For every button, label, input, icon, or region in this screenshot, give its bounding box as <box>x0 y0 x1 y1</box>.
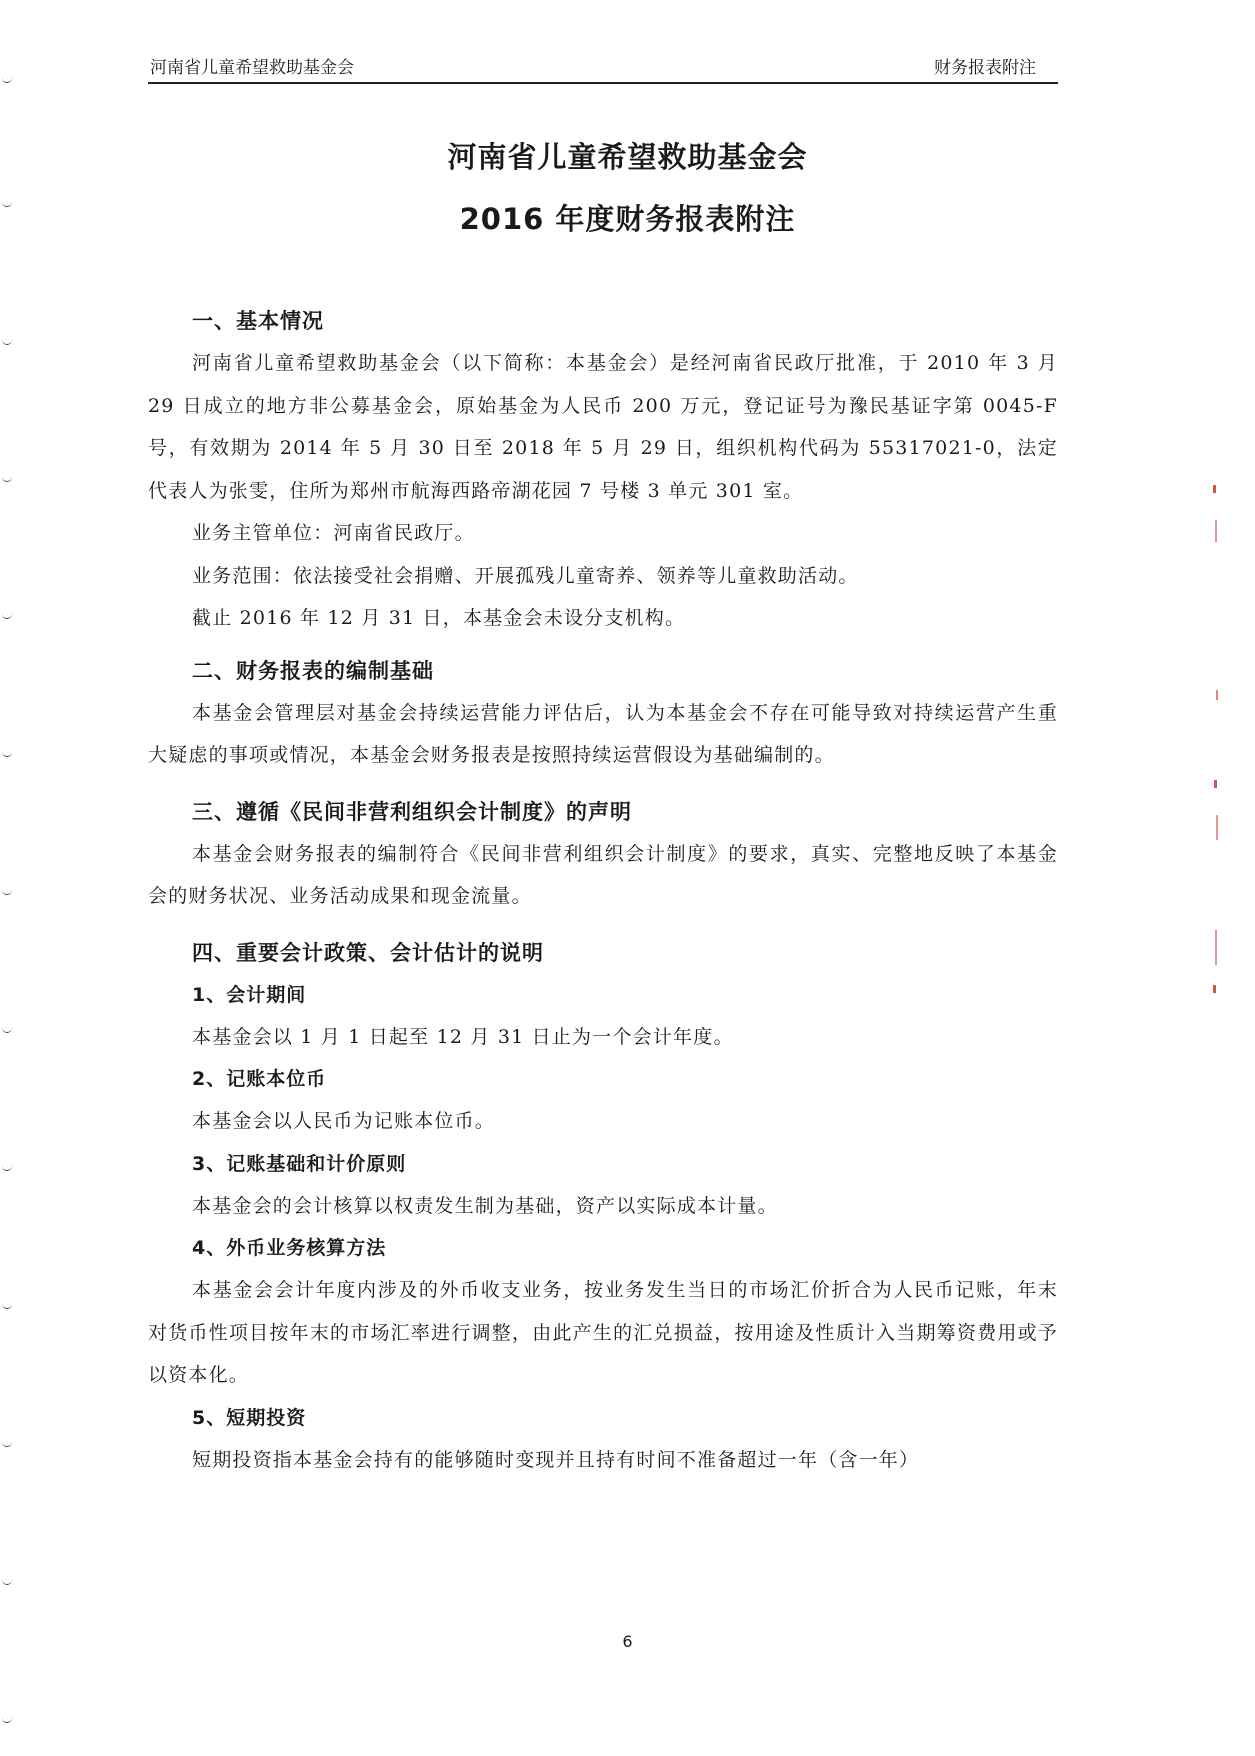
scan-mark <box>1216 690 1218 700</box>
paragraph: 河南省儿童希望救助基金会（以下简称：本基金会）是经河南省民政厅批准，于 2010 年 3 月 29 日成立的地方非公募基金会，原始基金为人民币 200 万元，登记证号为豫民基证字第 0045-F 号，有效期为 2014 年 5 月 30 日至 2018 年 5 月 29 日，组织机构代码为 55317021-0，法定代表人为张雯，住所为郑州市航海西路帝湖花园 7 号楼 3 单元 301 室。 <box>148 352 1058 502</box>
scan-artifact <box>2 888 12 895</box>
section-heading-preparation-basis: 二、财务报表的编制基础 <box>192 658 434 683</box>
document-body <box>148 300 1058 1481</box>
scan-artifact <box>2 750 12 757</box>
scan-artifact <box>2 1164 12 1171</box>
paragraph: 业务范围：依法接受社会捐赠、开展孤残儿童寄养、领养等儿童救助活动。 <box>192 564 859 587</box>
scan-mark <box>1215 520 1217 542</box>
scan-artifact <box>2 1440 12 1447</box>
paragraph: 本基金会财务报表的编制符合《民间非营利组织会计制度》的要求，真实、完整地反映了本基金会的财务状况、业务活动成果和现金流量。 <box>148 842 1058 907</box>
subsection-heading: 5、短期投资 <box>192 1406 307 1429</box>
header-section-name: 财务报表附注 <box>934 58 1036 78</box>
section-heading-accounting-policies: 四、重要会计政策、会计估计的说明 <box>192 940 544 965</box>
scan-artifact <box>2 1716 12 1723</box>
scan-mark <box>1214 780 1217 788</box>
section-heading-basic-info: 一、基本情况 <box>192 309 324 333</box>
scan-artifact <box>2 1026 12 1033</box>
scan-mark <box>1216 815 1218 840</box>
scan-mark <box>1213 985 1216 993</box>
section-heading-compliance-statement: 三、遵循《民间非营利组织会计制度》的声明 <box>192 799 632 824</box>
scan-artifact <box>2 612 12 619</box>
scan-artifact <box>2 338 12 345</box>
page-number: 6 <box>622 1632 633 1651</box>
subsection-heading: 1、会计期间 <box>192 983 307 1006</box>
scan-artifact <box>2 76 12 83</box>
header-org-name: 河南省儿童希望救助基金会 <box>150 58 354 78</box>
document-subtitle: 2016 年度财务报表附注 <box>459 202 796 236</box>
scan-artifact <box>2 1302 12 1309</box>
document-title: 河南省儿童希望救助基金会 <box>447 140 808 174</box>
subsection-heading: 3、记账基础和计价原则 <box>192 1152 407 1175</box>
paragraph: 本基金会管理层对基金会持续运营能力评估后，认为本基金会不存在可能导致对持续运营产生重大疑虑的事项或情况，本基金会财务报表是按照持续运营假设为基础编制的。 <box>148 701 1058 766</box>
subsection-heading: 4、外币业务核算方法 <box>192 1237 387 1259</box>
paragraph: 本基金会以 1 月 1 日起至 12 月 31 日止为一个会计年度。 <box>192 1025 734 1048</box>
paragraph: 截止 2016 年 12 月 31 日，本基金会未设分支机构。 <box>192 607 686 629</box>
paragraph: 本基金会会计年度内涉及的外币收支业务，按业务发生当日的市场汇价折合为人民币记账，年末对货币性项目按年末的市场汇率进行调整，由此产生的汇兑损益，按用途及性质计入当期筹资费用或予以资本化。 <box>148 1279 1058 1386</box>
scan-artifact <box>2 475 12 482</box>
paragraph: 本基金会以人民币为记账本位币。 <box>192 1110 496 1132</box>
paragraph: 短期投资指本基金会持有的能够随时变现并且持有时间不准备超过一年（含一年） <box>192 1448 920 1471</box>
paragraph: 业务主管单位：河南省民政厅。 <box>192 522 475 544</box>
running-header <box>148 52 1058 84</box>
scan-artifact <box>2 1578 12 1585</box>
paragraph: 本基金会的会计核算以权责发生制为基础，资产以实际成本计量。 <box>192 1194 778 1217</box>
scan-mark <box>1213 485 1216 493</box>
scan-mark <box>1215 930 1217 965</box>
subsection-heading: 2、记账本位币 <box>192 1068 327 1090</box>
